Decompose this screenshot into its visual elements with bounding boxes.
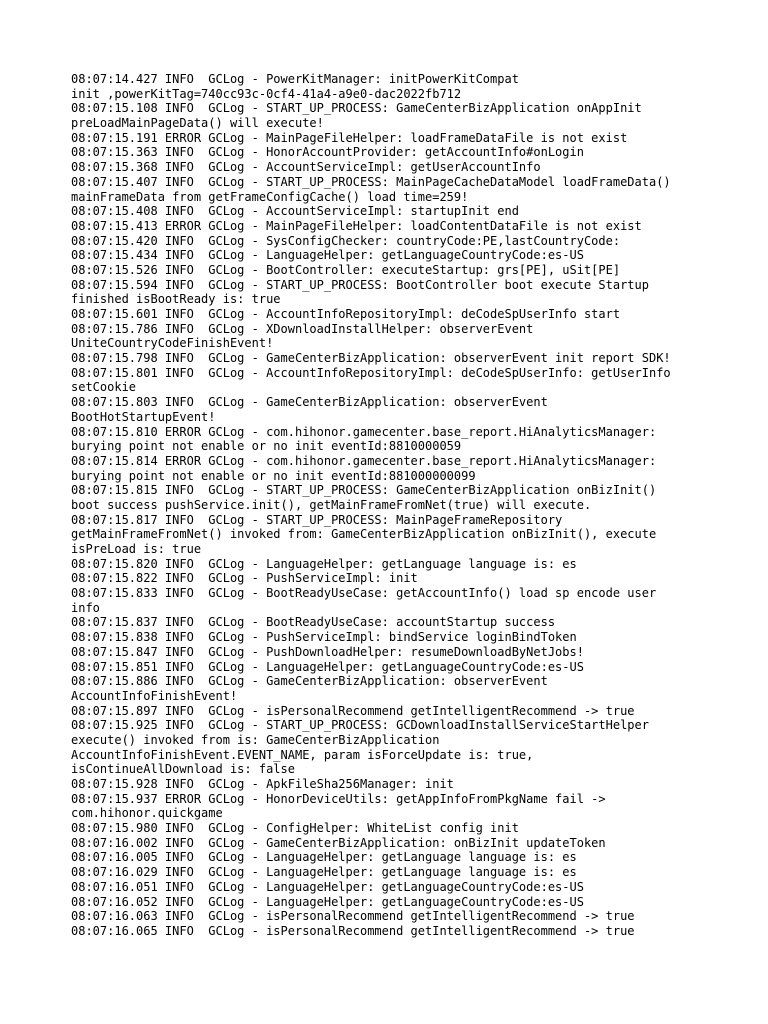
log-line: preLoadMainPageData() will execute! (71, 116, 324, 131)
log-line: 08:07:15.594 INFO GCLog - START_UP_PROCESS: BootController boot execute Startup (71, 277, 649, 292)
log-line: 08:07:15.408 INFO GCLog - AccountServiceImpl: startupInit end (71, 204, 519, 219)
log-line: 08:07:15.803 INFO GCLog - GameCenterBizApplication: observerEvent (71, 395, 548, 410)
log-line: 08:07:16.063 INFO GCLog - isPersonalRecommend getIntelligentRecommend -> true (71, 909, 635, 924)
log-line: 08:07:15.838 INFO GCLog - PushServiceImpl: bindService loginBindToken (71, 630, 577, 645)
log-line: com.hihonor.quickgame (71, 806, 223, 821)
log-line: 08:07:15.886 INFO GCLog - GameCenterBizApplication: observerEvent (71, 674, 548, 689)
log-line: isContinueAllDownload is: false (71, 762, 295, 777)
log-line: 08:07:15.837 INFO GCLog - BootReadyUseCase: accountStartup success (71, 615, 556, 630)
log-line: 08:07:15.851 INFO GCLog - LanguageHelper: getLanguageCountryCode:es-US (71, 659, 584, 674)
log-line: 08:07:15.925 INFO GCLog - START_UP_PROCESS: GCDownloadInstallServiceStartHelper (71, 718, 649, 733)
log-line: 08:07:15.815 INFO GCLog - START_UP_PROCESS: GameCenterBizApplication onBizInit() (71, 483, 657, 498)
log-line: 08:07:15.798 INFO GCLog - GameCenterBizApplication: observerEvent init report SDK! (71, 351, 671, 366)
log-line: 08:07:15.817 INFO GCLog - START_UP_PROCESS: MainPageFrameRepository (71, 512, 563, 527)
log-line: AccountInfoFinishEvent.EVENT_NAME, param isForceUpdate is: true, (71, 747, 534, 762)
log-line: 08:07:15.980 INFO GCLog - ConfigHelper: WhiteList config init (71, 821, 519, 836)
log-line: 08:07:16.052 INFO GCLog - LanguageHelper: getLanguageCountryCode:es-US (71, 894, 584, 909)
log-line: 08:07:15.847 INFO GCLog - PushDownloadHelper: resumeDownloadByNetJobs! (71, 644, 584, 659)
log-line: 08:07:15.368 INFO GCLog - AccountServiceImpl: getUserAccountInfo (71, 160, 541, 175)
log-line: burying point not enable or no init eventId:881000000099 (71, 468, 476, 483)
log-line: setCookie (71, 380, 137, 395)
log-line: UniteCountryCodeFinishEvent! (71, 336, 274, 351)
log-line: 08:07:15.413 ERROR GCLog - MainPageFileHelper: loadContentDataFile is not exist (71, 218, 642, 233)
log-line: burying point not enable or no init eventId:8810000059 (71, 439, 462, 454)
log-line: 08:07:15.937 ERROR GCLog - HonorDeviceUtils: getAppInfoFromPkgName fail -> (71, 791, 606, 806)
log-line: 08:07:16.005 INFO GCLog - LanguageHelper: getLanguage language is: es (71, 850, 577, 865)
log-line: 08:07:15.434 INFO GCLog - LanguageHelper: getLanguageCountryCode:es-US (71, 248, 584, 263)
log-line: finished isBootReady is: true (71, 292, 281, 307)
log-line: isPreLoad is: true (71, 542, 202, 556)
log-line: 08:07:15.801 INFO GCLog - AccountInfoRepositoryImpl: deCodeSpUserInfo: getUserInfo (71, 365, 671, 380)
log-line: boot success pushService.init(), getMainFrameFromNet(true) will execute. (71, 497, 592, 512)
log-line: 08:07:15.814 ERROR GCLog - com.hihonor.gamecenter.base_report.HiAnalyticsManager: (71, 453, 657, 468)
log-line: info (71, 600, 100, 615)
log-line: BootHotStartupEvent! (71, 409, 216, 424)
log-line: AccountInfoFinishEvent! (71, 688, 238, 703)
log-line: 08:07:15.108 INFO GCLog - START_UP_PROCESS: GameCenterBizApplication onAppInit (71, 101, 642, 116)
log-line: 08:07:16.065 INFO GCLog - isPersonalRecommend getIntelligentRecommend -> true (71, 923, 635, 938)
log-line: execute() invoked from is: GameCenterBizApplication (71, 732, 440, 747)
log-line: 08:07:15.420 INFO GCLog - SysConfigChecker: countryCode:PE,lastCountryCode: (71, 233, 621, 248)
log-line: 08:07:16.051 INFO GCLog - LanguageHelper: getLanguageCountryCode:es-US (71, 879, 584, 894)
log-line: getMainFrameFromNet() invoked from: GameCenterBizApplication onBizInit(), execute (71, 527, 657, 542)
log-line: 08:07:15.810 ERROR GCLog - com.hihonor.gamecenter.base_report.HiAnalyticsManager: (71, 424, 657, 439)
log-line: 08:07:15.928 INFO GCLog - ApkFileSha256Manager: init (71, 777, 454, 791)
log-line: 08:07:15.363 INFO GCLog - HonorAccountProvider: getAccountInfo#onLogin (71, 145, 584, 160)
log-line: 08:07:15.822 INFO GCLog - PushServiceImpl: init (71, 571, 418, 586)
log-line: 08:07:15.407 INFO GCLog - START_UP_PROCESS: MainPageCacheDataModel loadFrameData() (71, 174, 671, 189)
log-line: init ,powerKitTag=740cc93c-0cf4-41a4-a9e0-dac2022fb712 (71, 86, 462, 101)
log-line: 08:07:15.191 ERROR GCLog - MainPageFileHelper: loadFrameDataFile is not exist (71, 130, 628, 145)
log-line: 08:07:15.833 INFO GCLog - BootReadyUseCase: getAccountInfo() load sp encode user (71, 586, 657, 601)
log-line: mainFrameData from getFrameConfigCache() load time=259! (71, 189, 469, 204)
log-line: 08:07:15.601 INFO GCLog - AccountInfoRepositoryImpl: deCodeSpUserInfo start (71, 307, 621, 321)
log-line: 08:07:15.786 INFO GCLog - XDownloadInstallHelper: observerEvent (71, 321, 534, 336)
log-line: 08:07:14.427 INFO GCLog - PowerKitManager: initPowerKitCompat (71, 72, 519, 86)
log-line: 08:07:15.897 INFO GCLog - isPersonalRecommend getIntelligentRecommend -> true (71, 703, 635, 718)
log-line: 08:07:16.029 INFO GCLog - LanguageHelper: getLanguage language is: es (71, 865, 577, 880)
log-text-block (71, 72, 731, 939)
log-line: 08:07:15.526 INFO GCLog - BootController: executeStartup: grs[PE], uSit[PE] (71, 262, 621, 277)
log-line: 08:07:16.002 INFO GCLog - GameCenterBizApplication: onBizInit updateToken (71, 835, 606, 850)
log-line: 08:07:15.820 INFO GCLog - LanguageHelper: getLanguage language is: es (71, 556, 577, 571)
